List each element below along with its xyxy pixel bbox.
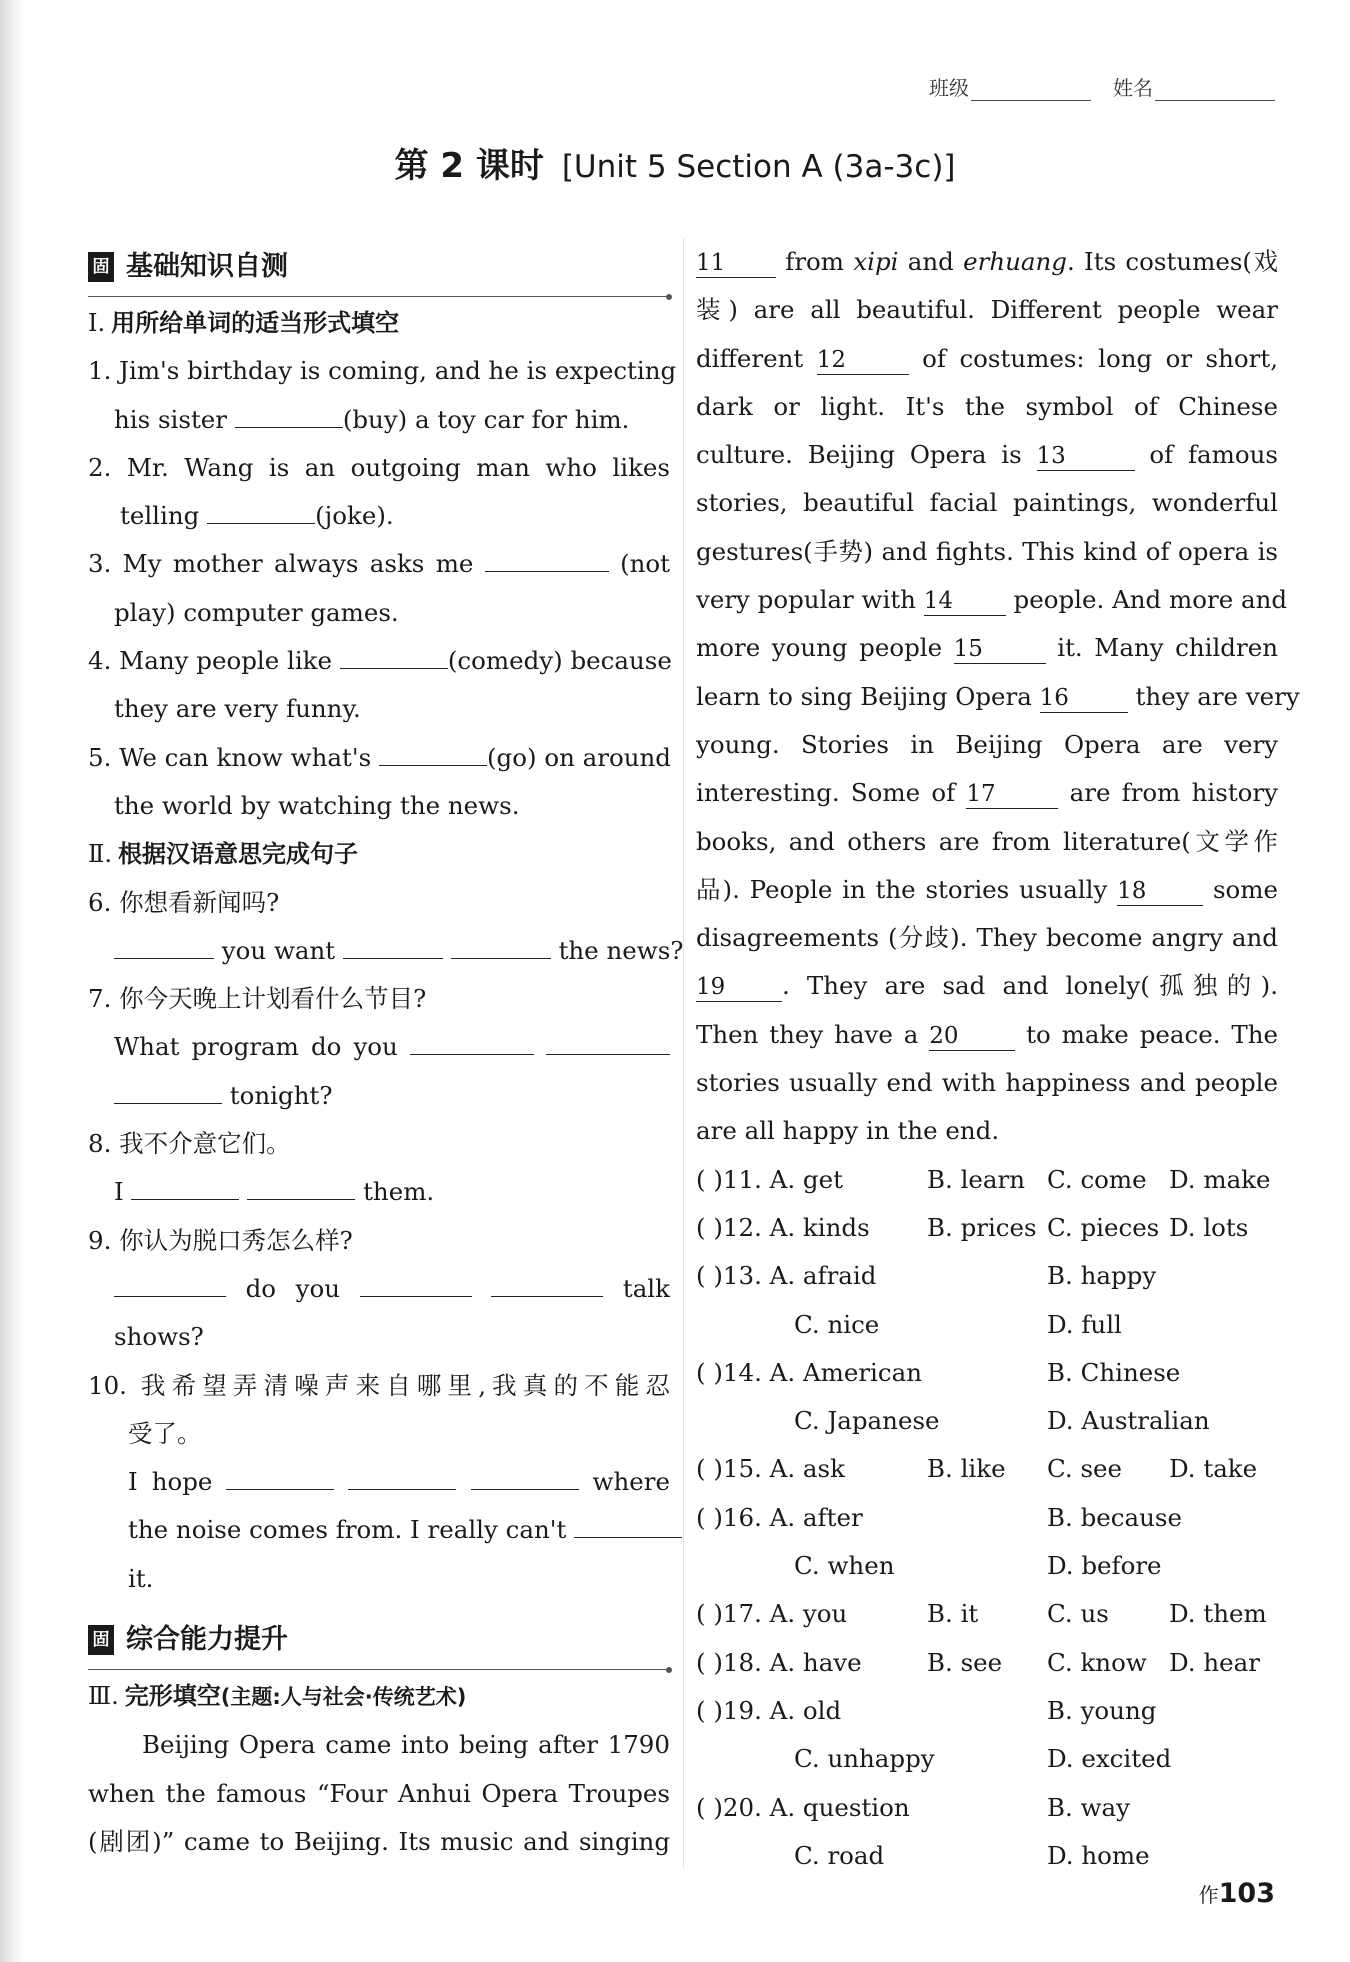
q8-chinese: 8. 我不介意它们。: [88, 1129, 291, 1159]
q1: 1. Jim's birthday is coming, and he is expecting: [88, 356, 677, 386]
q4-blank[interactable]: [340, 642, 448, 669]
student-info-row: [929, 72, 1275, 101]
cloze-blank-11[interactable]: 11: [696, 249, 776, 278]
left-column: 固 基础知识自测 Ⅰ. 用所给单词的适当形式填空 1. Jim's birthday is coming, and he is expecting his sister (buy) a toy car for him. 2. Mr. Wang is an outgoing man who likes telling (joke). 3. My mother always asks me (not play) computer games. 4. Many people like (comedy) because they are very funny. 5. We can know what's (go) on around the world by watching the news. Ⅱ. 根据汉语意思完成句子 6. 你想看新闻吗? you want the news? 7. 你今天晚上计划看什么节目? What program do you tonight? 8. 我不介意它们。 I them. 9. 你认为脱口秀怎么样? do you talk shows? 10. 我希望弄清噪声来自哪里,我真的不能忍 受了。 I hope where the noise comes from. I really can't it. 固 综合能力提升 Ⅲ. 完形填空(主题:人与社会·传统艺术) Beijing Opera came into being after 1790 when the famous “Four Anhui Opera Troupes (剧团)” came to Beijing. Its music and singing: [88, 238, 670, 1866]
page-title: [0, 138, 1350, 187]
option-row-14[interactable]: ( )14. A. American B. Chinese: [696, 1357, 1181, 1387]
option-row-19b[interactable]: C. unhappy D. excited: [794, 1744, 1172, 1774]
q1-blank[interactable]: [235, 401, 343, 428]
q4: 4. Many people like (comedy) because: [88, 637, 670, 685]
section-badge-icon: 固: [88, 1625, 114, 1655]
q6-chinese: 6. 你想看新闻吗?: [88, 887, 280, 917]
passage-line: are all happy in the end.: [696, 1116, 1000, 1146]
part1-title: Ⅰ. 用所给单词的适当形式填空: [88, 309, 400, 337]
section-badge-icon: 固: [88, 252, 114, 282]
option-row-14b[interactable]: C. Japanese D. Australian: [794, 1406, 1210, 1436]
q10-blank-4[interactable]: [574, 1511, 682, 1538]
q7-blank-2[interactable]: [546, 1028, 670, 1055]
passage-line: 装) are all beautiful. Different people wear: [696, 295, 1278, 325]
passage-line: Then they have a 20 to make peace. The: [696, 1019, 1278, 1049]
passage-line: 19 . They are sad and lonely(孤独的).: [696, 971, 1278, 1001]
q5-blank[interactable]: [379, 739, 487, 766]
class-field[interactable]: 班级: [929, 72, 1091, 101]
option-row-16[interactable]: ( )16. A. after B. because: [696, 1502, 1182, 1532]
cloze-blank-18[interactable]: 18: [1117, 877, 1203, 906]
passage-line: books, and others are from literature(文学作: [696, 826, 1278, 856]
part2-title: Ⅱ. 根据汉语意思完成句子: [88, 840, 358, 869]
cloze-blank-13[interactable]: 13: [1037, 442, 1135, 471]
cloze-blank-20[interactable]: 20: [929, 1022, 1015, 1051]
passage-line: disagreements (分歧). They become angry and: [696, 923, 1278, 953]
q2-blank[interactable]: [207, 497, 315, 524]
q8-blank-1[interactable]: [131, 1173, 239, 1200]
q10-blank-1[interactable]: [226, 1463, 334, 1490]
passage-line: very popular with 14 people. And more and: [696, 585, 1288, 615]
page-edge-shadow: [0, 0, 24, 1962]
column-divider: [683, 238, 684, 1868]
option-row-20[interactable]: ( )20. A. question B. way: [696, 1792, 1130, 1822]
passage-line: learn to sing Beijing Opera 16 they are very: [696, 681, 1300, 711]
lesson-label: 第 2 课时: [394, 146, 544, 186]
name-field[interactable]: 姓名: [1113, 72, 1275, 101]
q7: What program do you: [88, 1023, 670, 1071]
q6-blank-3[interactable]: [451, 932, 551, 959]
passage-line: culture. Beijing Opera is 13 of famous: [696, 440, 1278, 470]
page-number: 作103: [1198, 1878, 1275, 1909]
passage-line: more young people 15 it. Many children: [696, 633, 1278, 663]
part3-title: Ⅲ. 完形填空(主题:人与社会·传统艺术): [88, 1682, 467, 1711]
passage-line: 11 from xipi and erhuang. Its costumes(戏: [696, 247, 1278, 276]
option-row-13[interactable]: ( )13. A. afraid B. happy: [696, 1261, 1157, 1291]
q9-blank-3[interactable]: [491, 1270, 603, 1297]
option-row-12[interactable]: ( )12. A. kinds B. prices C. pieces D. lots: [696, 1212, 1249, 1242]
cloze-blank-17[interactable]: 17: [966, 780, 1058, 809]
q9-chinese: 9. 你认为脱口秀怎么样?: [88, 1225, 353, 1255]
q10-blank-2[interactable]: [348, 1463, 456, 1490]
passage-line: stories usually end with happiness and people: [696, 1068, 1278, 1098]
option-row-18[interactable]: ( )18. A. have B. see C. know D. hear: [696, 1647, 1260, 1677]
option-row-20b[interactable]: C. road D. home: [794, 1840, 1150, 1870]
section-heading-basic: 固 基础知识自测: [88, 238, 670, 297]
right-column: [696, 238, 1300, 1880]
passage-line: interesting. Some of 17 are from history: [696, 778, 1278, 808]
cloze-blank-19[interactable]: 19: [696, 973, 782, 1002]
q7-chinese: 7. 你今天晚上计划看什么节目?: [88, 984, 427, 1014]
passage-line: dark or light. It's the symbol of Chinese: [696, 391, 1278, 421]
q9: do you talk: [88, 1265, 670, 1313]
unit-label: [Unit 5 Section A (3a-3c)]: [561, 149, 956, 185]
passage-line: (剧团)” came to Beijing. Its music and singing: [88, 1826, 670, 1856]
q9-blank-2[interactable]: [360, 1270, 472, 1297]
cloze-blank-15[interactable]: 15: [954, 635, 1046, 664]
passage-line: young. Stories in Beijing Opera are very: [696, 729, 1278, 759]
option-row-16b[interactable]: C. when D. before: [794, 1551, 1162, 1581]
passage-line: when the famous “Four Anhui Opera Troupes: [88, 1778, 670, 1808]
cloze-blank-12[interactable]: 12: [817, 346, 909, 375]
q10-blank-3[interactable]: [471, 1463, 579, 1490]
passage-line: 品). People in the stories usually 18 some: [696, 874, 1278, 904]
cloze-blank-14[interactable]: 14: [924, 587, 1006, 616]
q2: 2. Mr. Wang is an outgoing man who likes: [88, 452, 670, 482]
option-row-19[interactable]: ( )19. A. old B. young: [696, 1695, 1157, 1725]
q6: you want the news?: [88, 927, 670, 975]
cloze-blank-16[interactable]: 16: [1040, 684, 1128, 713]
q7-blank-3[interactable]: [114, 1077, 222, 1104]
q7-blank-1[interactable]: [410, 1028, 534, 1055]
q6-blank-2[interactable]: [343, 932, 443, 959]
q6-blank-1[interactable]: [114, 932, 214, 959]
q3-blank[interactable]: [485, 545, 609, 572]
passage-line: Beijing Opera came into being after 1790: [142, 1730, 670, 1760]
passage-line: different 12 of costumes: long or short,: [696, 343, 1278, 373]
q5: 5. We can know what's (go) on around: [88, 734, 670, 782]
option-row-11[interactable]: ( )11. A. get B. learn C. come D. make: [696, 1164, 1271, 1194]
option-row-13b[interactable]: C. nice D. full: [794, 1309, 1122, 1339]
q9-blank-1[interactable]: [114, 1270, 226, 1297]
q3: 3. My mother always asks me (not: [88, 540, 670, 588]
q8: I them.: [88, 1168, 670, 1216]
passage-line: gestures(手势) and fights. This kind of opera is: [696, 536, 1278, 566]
q10: I hope where: [88, 1458, 670, 1506]
q10-chinese: 10. 我希望弄清噪声来自哪里,我真的不能忍: [88, 1370, 670, 1400]
section-heading-comprehensive: 固 综合能力提升: [88, 1611, 670, 1670]
q8-blank-2[interactable]: [247, 1173, 355, 1200]
passage-line: stories, beautiful facial paintings, wonderful: [696, 488, 1278, 518]
option-row-17[interactable]: ( )17. A. you B. it C. us D. them: [696, 1599, 1267, 1629]
option-row-15[interactable]: ( )15. A. ask B. like C. see D. take: [696, 1454, 1258, 1484]
